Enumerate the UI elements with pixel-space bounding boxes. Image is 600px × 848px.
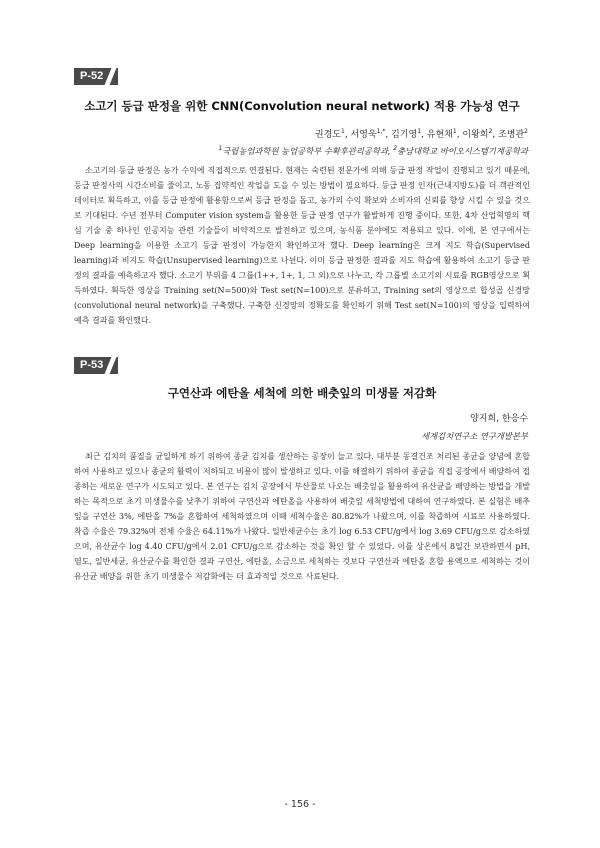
author-sup: 2 [524,128,528,135]
abstract-body: 최근 김치의 품질을 균일하게 하기 위하여 종균 김치를 생산하는 공장이 늘고 있다. 대부분 동결건조 처리된 종균을 양념에 혼합하여 사용하고 있으나 종균의 활력이 저하되고 비용이 많이 발생하고 있다. 이를 해결하기 위하여 종균을 직접 공장에서 배양하여 접종하는 새로운 연구가 시도되고 있다. 본 연구는 김치 공장에서 부산물로 나오는 배춧잎을 활용하여 유산균을 배양하는 방법을 개발하는 목적으로 초기 미생물수를 낮추기 위하여 구연산과 에탄올을 사용하여 배춧잎 세척방법에 대하여 연구하였다. 본 실험은 배추잎을 구연산 3%, 에탄올 7%을 혼합하여 세척하였으며 이때 세척수율은 80.82%가 나왔으며, 이를 착즙하여 시료로 사용하였다. 착즙 수율은 79.32%며 전체 수율은 64.11%가 나왔다. 일반세균수는 초기 log 6.53 CFU/g에서 log 3.69 CFU/g으로 감소하였으며, 유산균수 log 4.40 CFU/g에서 2.01 CFU/g으로 감소하는 것을 확인 할 수 있었다. 이를 상온에서 8일간 보관하면서 pH, 염도, 일반세균, 유산균수를 확인한 결과 구연산, 에탄올, 소금으로 세척하는 것보다 구연산과 에탄올 혼합 용액으로 세척하는 것이 유산균 배양을 위한 초기 미생물수 저감화에는 더 효과적일 것으로 사료된다. [74,452,530,581]
author-sup: 1 [340,128,345,135]
abstract-title: 소고기 등급 판정을 위한 CNN(Convolution neural network) 적용 가능성 연구 [84,99,520,113]
author-sep: , [456,130,463,140]
page-number: - 156 - [284,799,316,810]
abstract-number-badge: P-52 [74,68,118,85]
author-name: 이왕희 [462,130,489,140]
author-sep: , [385,130,392,140]
author-sep: , [492,130,499,140]
affiliation: 충남대학교 바이오시스템기계공학과 [397,146,528,156]
author-sup: 1,* [376,128,386,135]
author-name: 유현채 [426,130,453,140]
abstract-title: 구연산과 에탄올 세척에 의한 배춧잎의 미생물 저감화 [167,386,437,400]
author-name: 서영욱 [350,130,377,140]
author-list: 양지희, 한응수 [470,414,528,424]
affiliation-line: 세계김치연구소 연구개발본부 [421,431,528,441]
author-sup: 1 [452,128,457,135]
author-sep: , [344,130,351,140]
author-sup: 2 [488,128,493,135]
author-name: 권경도 [314,130,341,140]
abstract-p53 [74,0,530,700]
author-name: 조병관 [498,130,525,140]
affiliation-sep: , [388,146,394,156]
affiliation-sup: 1 [218,145,223,153]
author-sep: , [421,130,427,140]
author-name: 김기영 [391,130,418,140]
abstract-body: 소고기의 등급 판정은 농가 수익에 직접적으로 연결된다. 현재는 숙련된 전문가에 의해 등급 판정 작업이 진행되고 있기 때문에, 등급 판정사의 시간소비를 줄이고, 노동 집약적인 작업을 도을 수 있는 방법이 필요하다. 등급 판정 인자(근내지방도)를 더 객관적인 데이터로 획득하고, 이를 등급 판정에 활용함으로써 등급 판정을 돕고, 농가의 수익 확보와 소비자의 신뢰를 향상 시킬 수 있을 것으로 기대된다. 수년 전부터 Computer vision system을 활용한 등급 판정 연구가 활발하게 진행 중이다. 또한, 4차 산업혁명의 핵심 기술 중 하나인 인공지능 관련 기술들이 비약적으로 발전하고 있으며, 농식품 분야에도 적용되고 있다. 이에, 본 연구에서는 Deep learning을 이용한 소고기 등급 판정이 가능한지 확인하고자 했다. Deep learning은 크게 지도 학습(Supervised learning)과 비지도 학습(Unsupervised learning)으로 나뉜다. 이미 등급 판정한 결과를 지도 학습에 활용하여 소고기 등급 판정의 결과를 예측하고자 했다. 소고기 부위를 4 그룹(1++, 1+, 1, 그 외)으로 나누고, 각 그룹별 소고기의 시료를 RGB영상으로 획득하였다. 획득한 영상을 Training set(N=500)와 Test set(N=100)으로 분류하고, Training set의 영상으로 합성곱 신경망(convolutional neural network)을 구축했다. 구축한 신경망의 정확도를 확인하기 위해 Test set(N=100)의 영상을 입력하여 예측 결과를 확인했다. [74,166,530,325]
affiliation: 국립농업과학원 농업공학부 수확후관리공학과 [222,146,388,156]
abstract-number-badge: P-53 [74,357,118,374]
affiliation-sup: 2 [393,145,398,153]
author-sup: 1 [417,128,422,135]
